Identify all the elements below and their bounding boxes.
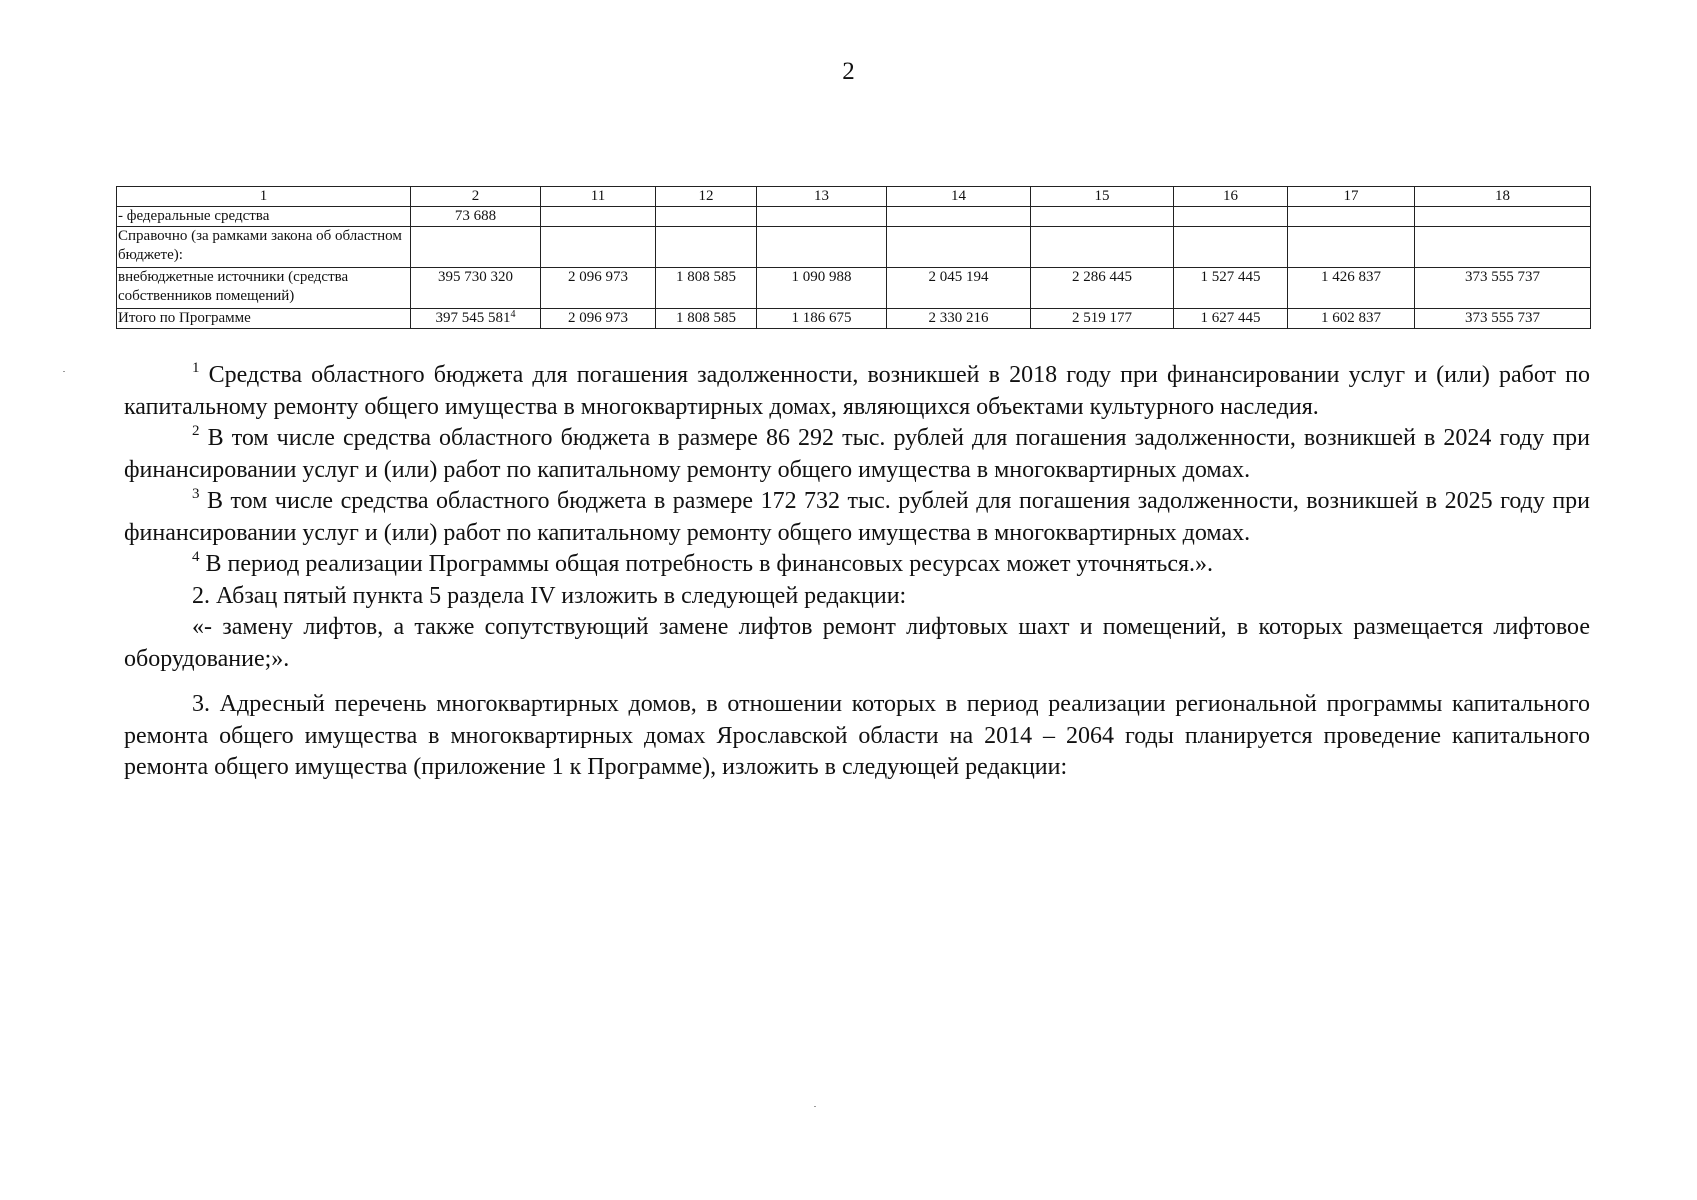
table-cell: [656, 227, 757, 268]
total-value: 397 545 581: [435, 310, 511, 326]
table-cell: [1288, 207, 1415, 227]
table-cell: 395 730 320: [411, 268, 541, 309]
table-cell: [1174, 207, 1288, 227]
scan-speck: [814, 1106, 816, 1107]
table-cell: [541, 207, 656, 227]
table-cell: 373 555 737: [1415, 268, 1591, 309]
table-cell: [541, 227, 656, 268]
row-label: - федеральные средства: [117, 207, 411, 227]
table-cell: 373 555 737: [1415, 309, 1591, 329]
paragraph-item-2: 2. Абзац пятый пункта 5 раздела IV изложить в следующей редакции:: [192, 582, 907, 609]
table-cell: [1288, 227, 1415, 268]
row-label: внебюджетные источники (средства собственников помещений): [117, 268, 411, 309]
table-cell: [1031, 207, 1174, 227]
footnote-mark: 4: [192, 549, 200, 565]
column-number: 11: [541, 187, 656, 207]
footnote-2: [124, 423, 1590, 486]
table-cell: [656, 207, 757, 227]
footnote-text: Средства областного бюджета для погашения задолженности, возникшей в 2018 году при финансировании услуг и (или) работ по капитальному ремонту общего имущества в многоквартирных домах, являющихся объектами культурного наследия.: [124, 362, 1591, 420]
column-number: 18: [1415, 187, 1591, 207]
table-cell: 2 096 973: [541, 268, 656, 309]
column-number: 15: [1031, 187, 1174, 207]
table-cell: [757, 207, 887, 227]
document-body: [124, 360, 1590, 784]
table-cell: 2 330 216: [887, 309, 1031, 329]
footnote-mark: 4: [510, 309, 516, 320]
table-cell: [1415, 227, 1591, 268]
table-cell: 1 186 675: [757, 309, 887, 329]
table-cell: [757, 227, 887, 268]
table-cell: 2 096 973: [541, 309, 656, 329]
column-number: 2: [411, 187, 541, 207]
table-cell: 1 090 988: [757, 268, 887, 309]
row-label: Итого по Программе: [117, 309, 411, 329]
table-cell: 2 045 194: [887, 268, 1031, 309]
column-number: 12: [656, 187, 757, 207]
column-number: 16: [1174, 187, 1288, 207]
footnote-text: В том числе средства областного бюджета в размере 86 292 тыс. рублей для погашения задолженности, возникшей в 2024 году при финансировании услуг и (или) работ по капитальному ремонту общего имущества в многоквартирных домах.: [124, 425, 1591, 483]
table-cell: [411, 227, 541, 268]
footnote-mark: 3: [192, 486, 200, 502]
footnote-text: В том числе средства областного бюджета в размере 172 732 тыс. рублей для погашения задолженности, возникшей в 2025 году при финансировании услуг и (или) работ по капитальному ремонту общего имущества в многоквартирных домах.: [124, 488, 1591, 546]
table-row: [117, 268, 1591, 309]
footnote-mark: 2: [192, 423, 200, 439]
table-row: [117, 309, 1591, 329]
footnote-text: В период реализации Программы общая потребность в финансовых ресурсах может уточняться.».: [205, 551, 1214, 577]
table-cell: 1 426 837: [1288, 268, 1415, 309]
scan-speck: [63, 371, 65, 372]
page-number: 2: [842, 58, 855, 85]
table-cell: 1 808 585: [656, 309, 757, 329]
table-cell: 1 808 585: [656, 268, 757, 309]
footnote-mark: 1: [192, 360, 200, 376]
table-cell: 73 688: [411, 207, 541, 227]
table-cell: [1174, 227, 1288, 268]
table-cell: [887, 227, 1031, 268]
table-cell: [1415, 207, 1591, 227]
paragraph-item-2-quote: «- замену лифтов, а также сопутствующий замене лифтов ремонт лифтовых шахт и помещений, в которых размещается лифтовое оборудование;».: [124, 614, 1590, 672]
table-cell: 1 527 445: [1174, 268, 1288, 309]
column-number: 13: [757, 187, 887, 207]
table-cell: 2 286 445: [1031, 268, 1174, 309]
footnote-3: [124, 486, 1590, 549]
table-header-row: [117, 187, 1591, 207]
paragraph-item-3: 3. Адресный перечень многоквартирных домов, в отношении которых в период реализации региональной программы капитального ремонта общего имущества в многоквартирных домах Ярославской области на 2014 – 2064 годы планируется проведение капитального ремонта общего имущества (приложение 1 к Программе), изложить в следующей редакции:: [124, 691, 1590, 780]
table-row: [117, 227, 1591, 268]
table-cell: [411, 309, 541, 329]
footnote-1: [124, 360, 1590, 423]
table-cell: 2 519 177: [1031, 309, 1174, 329]
table-row: [117, 207, 1591, 227]
column-number: 14: [887, 187, 1031, 207]
column-number: 1: [117, 187, 411, 207]
table-cell: 1 627 445: [1174, 309, 1288, 329]
footnote-4: [124, 549, 1590, 581]
financing-table: [116, 186, 1591, 329]
column-number: 17: [1288, 187, 1415, 207]
table-cell: 1 602 837: [1288, 309, 1415, 329]
row-label: Справочно (за рамками закона об областном бюджете):: [117, 227, 411, 268]
table-cell: [887, 207, 1031, 227]
table-cell: [1031, 227, 1174, 268]
